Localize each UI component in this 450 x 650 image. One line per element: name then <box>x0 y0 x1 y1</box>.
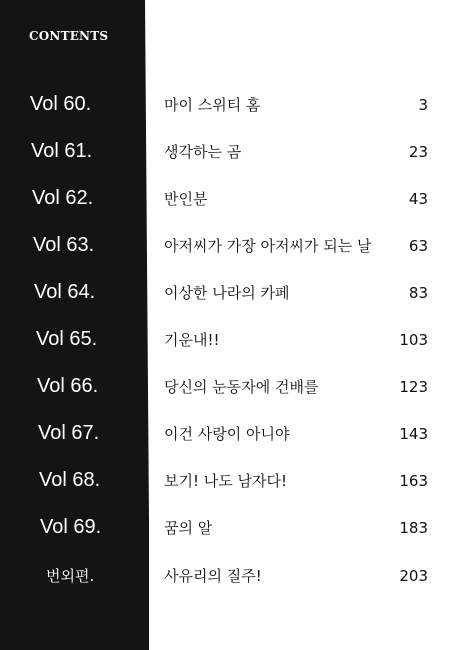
toc-page-number: 203 <box>399 567 428 585</box>
toc-volume-label: Vol 63. <box>33 234 95 256</box>
toc-volume-label: Vol 62. <box>32 187 94 209</box>
toc-page-number: 43 <box>408 190 428 208</box>
toc-row-65 <box>0 327 450 367</box>
toc-chapter-title: 꿈의 알 <box>164 519 213 537</box>
toc-chapter-title: 반인분 <box>164 190 208 208</box>
toc-volume-label: Vol 64. <box>34 281 96 303</box>
toc-chapter-title: 보기! 나도 남자다! <box>164 472 287 490</box>
toc-chapter-title: 이상한 나라의 카페 <box>164 284 290 302</box>
toc-row-60 <box>0 92 450 132</box>
toc-page-number: 163 <box>399 472 428 490</box>
toc-row-66 <box>0 374 450 414</box>
toc-row-64 <box>0 280 450 320</box>
toc-volume-label: Vol 69. <box>40 516 102 538</box>
toc-page-number: 63 <box>408 237 428 255</box>
toc-chapter-title: 이건 사랑이 아니야 <box>164 425 290 443</box>
toc-page-number: 103 <box>399 331 428 349</box>
toc-page-number: 23 <box>408 143 428 161</box>
toc-row-61 <box>0 139 450 179</box>
toc-volume-label: Vol 68. <box>39 469 101 491</box>
toc-row-63 <box>0 233 450 273</box>
toc-chapter-title: 사유리의 질주! <box>164 567 262 585</box>
toc-page-number: 3 <box>418 96 428 114</box>
toc-page-number: 183 <box>399 519 428 537</box>
toc-page-number: 123 <box>399 378 428 396</box>
toc-volume-label: Vol 61. <box>31 140 93 162</box>
toc-page-number: 83 <box>408 284 428 302</box>
toc-volume-label: Vol 67. <box>38 422 100 444</box>
toc-row-62 <box>0 186 450 226</box>
toc-volume-label: 번외편. <box>46 567 95 585</box>
toc-chapter-title: 기운내!! <box>164 331 220 349</box>
toc-volume-label: Vol 65. <box>36 328 98 350</box>
toc-page-number: 143 <box>399 425 428 443</box>
toc-row-extra <box>0 563 450 603</box>
toc-row-69 <box>0 515 450 555</box>
toc-chapter-title: 마이 스위티 홈 <box>164 96 261 114</box>
contents-heading: CONTENTS <box>29 29 109 43</box>
toc-chapter-title: 아저씨가 가장 아저씨가 되는 날 <box>164 237 372 255</box>
toc-chapter-title: 생각하는 곰 <box>164 143 242 161</box>
toc-row-67 <box>0 421 450 461</box>
toc-chapter-title: 당신의 눈동자에 건배를 <box>164 378 319 396</box>
toc-volume-label: Vol 66. <box>37 375 99 397</box>
toc-row-68 <box>0 468 450 508</box>
toc-volume-label: Vol 60. <box>30 93 92 115</box>
